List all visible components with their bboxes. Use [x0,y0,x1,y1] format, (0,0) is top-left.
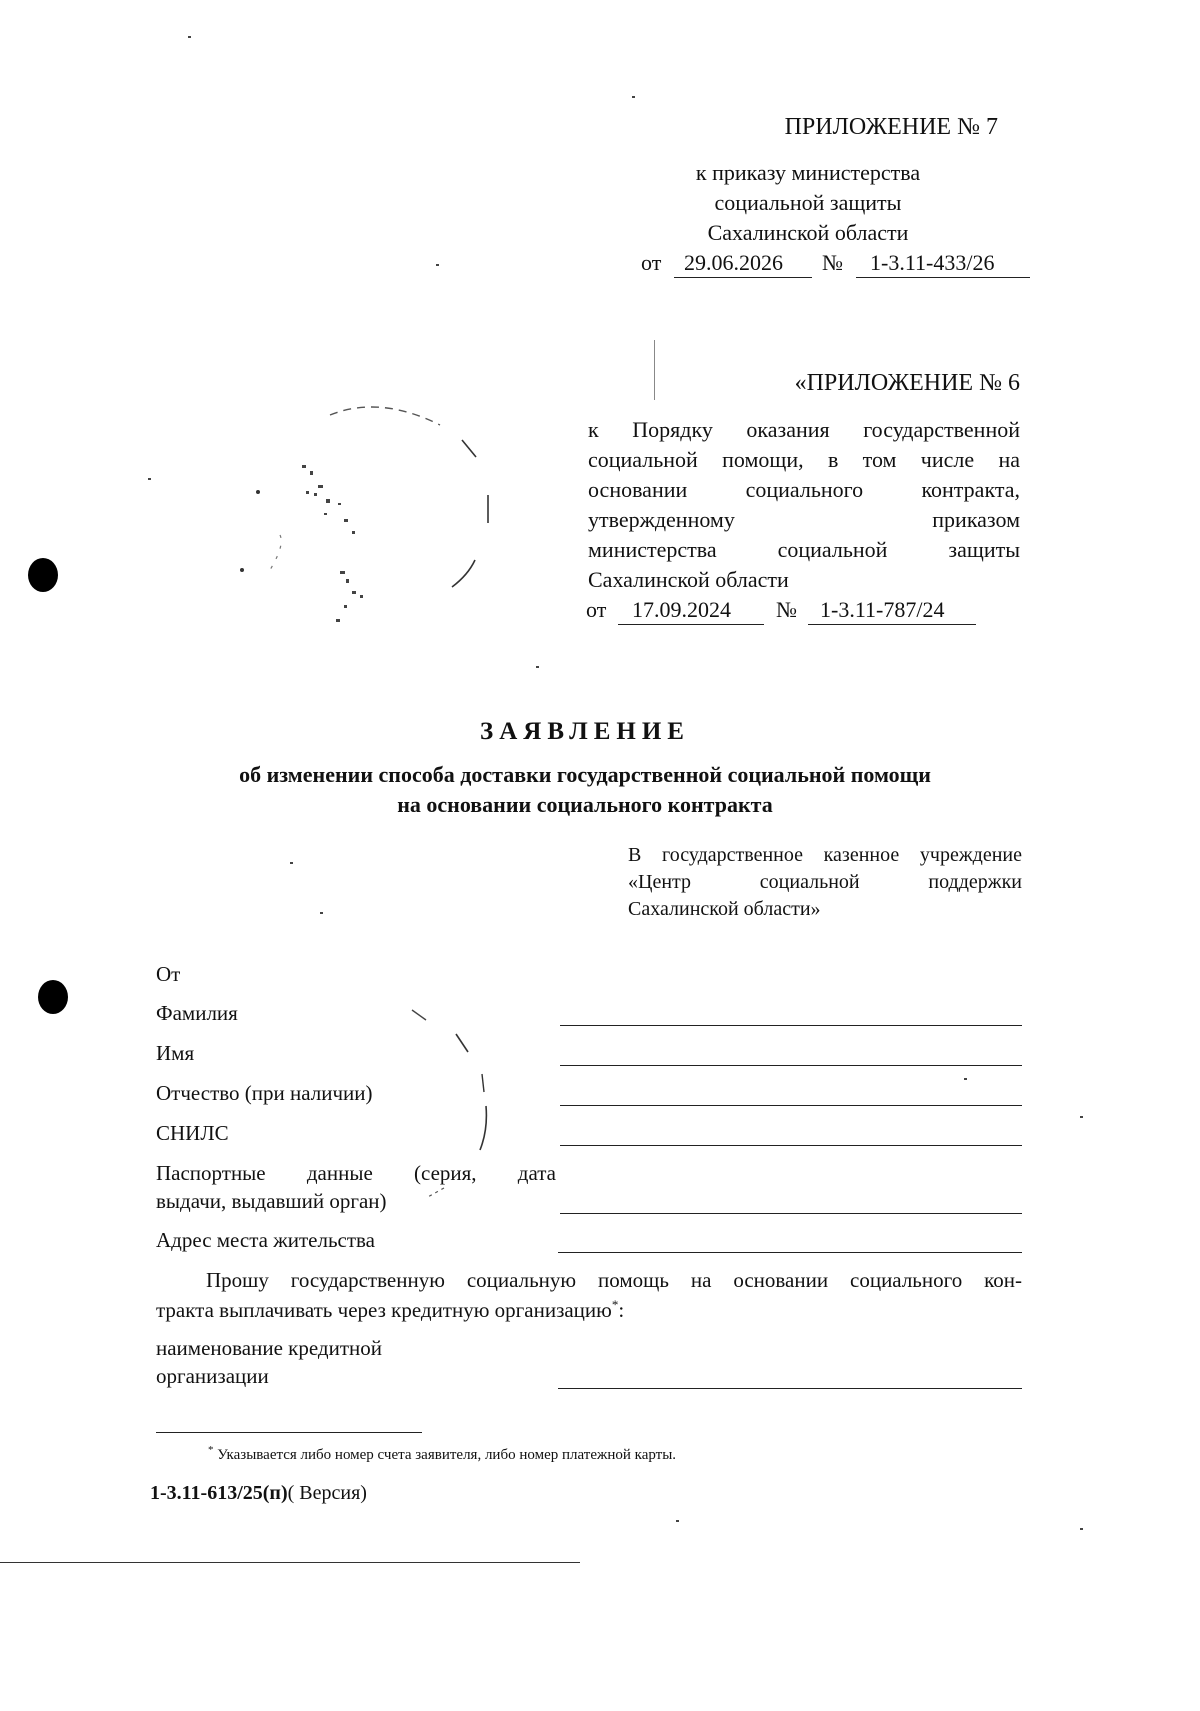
appendix7-line3: Сахалинской области [707,220,909,245]
appendix7-line1: к приказу министерства [695,160,921,185]
appendix7-number-sign: № [822,250,843,275]
footnote [208,1444,676,1464]
punch-hole-top [28,558,58,592]
scan-speck [290,862,293,864]
scan-speck [188,36,191,38]
appendix7-title: ПРИЛОЖЕНИЕ № 7 [784,114,998,140]
appendix7-date: 29.06.2026 [684,250,783,275]
footnote-separator [156,1432,422,1433]
appendix7-date-prefix: от [641,250,662,275]
stamp-residue [400,1000,520,1220]
scan-speck [676,1520,679,1522]
passport-field[interactable] [560,1213,1022,1214]
appendix6-number-sign: № [776,597,797,622]
scan-speck [654,340,655,400]
addressee-line1: В государственное казенное учреждение [628,844,1022,866]
document-title: ЗАЯВЛЕНИЕ [480,718,690,745]
document-subtitle-line1: об изменении способа доставки государственной социальной помощи [239,762,931,787]
address-field[interactable] [558,1252,1022,1253]
footnote-text: Указывается либо номер счета заявителя, либо номер платежной карты. [217,1447,677,1463]
bank-field[interactable] [558,1388,1022,1389]
request-line2-text: тракта выплачивать через кредитную организацию [156,1298,612,1322]
snils-label: СНИЛС [156,1121,229,1145]
passport-label-line1: Паспортные данные (серия, дата [156,1161,556,1185]
name-field[interactable] [560,1065,1022,1066]
appendix6-date-prefix: от [586,597,607,622]
appendix6-number: 1-3.11-787/24 [820,597,945,622]
appendix6-line2: социальной помощи, в том числе на [588,447,1020,472]
appendix6-line1: к Порядку оказания государственной [588,417,1020,442]
appendix7-date-underline [674,277,812,278]
bank-label-line2: организации [156,1364,269,1388]
document-subtitle-line2: на основании социального контракта [397,792,773,817]
surname-label: Фамилия [156,1001,238,1025]
request-colon: : [618,1298,625,1322]
passport-label-line2: выдачи, выдавший орган) [156,1189,387,1213]
scan-speck [964,1078,967,1080]
name-label: Имя [156,1041,195,1065]
address-label: Адрес места жительства [156,1228,375,1252]
request-line2 [156,1297,624,1323]
addressee-line3: Сахалинской области» [628,898,821,920]
request-footnote-mark: * [611,1297,619,1312]
document-code-version: ( Версия) [287,1482,367,1504]
scan-speck [436,264,439,266]
appendix6-title: «ПРИЛОЖЕНИЕ № 6 [794,370,1020,396]
patronymic-label: Отчество (при наличии) [156,1081,373,1105]
appendix6-line4: утвержденному приказом [588,507,1020,532]
appendix6-date-underline [618,624,764,625]
snils-field[interactable] [560,1145,1022,1146]
appendix7-line2: социальной защиты [714,190,902,215]
document-code [150,1482,367,1505]
appendix6-line3: основании социального контракта, [588,477,1020,502]
scan-edge-line [0,1562,580,1563]
request-line1: Прошу государственную социальную помощь на основании социального кон- [206,1268,1022,1292]
official-stamp [240,395,500,645]
addressee-line2: «Центр социальной поддержки [628,871,1022,893]
appendix6-line5: министерства социальной защиты [588,537,1020,562]
from-label: От [156,962,181,986]
punch-hole-bottom [38,980,68,1014]
bank-label-line1: наименование кредитной [156,1336,382,1360]
scan-speck [536,666,539,668]
patronymic-field[interactable] [560,1105,1022,1106]
appendix7-number: 1-3.11-433/26 [870,250,995,275]
scan-speck [1080,1116,1083,1118]
footnote-mark: * [208,1444,214,1456]
appendix6-number-underline [808,624,976,625]
document-code-number: 1-3.11-613/25(п) [150,1482,288,1504]
appendix6-date: 17.09.2024 [632,597,731,622]
scan-speck [1080,1528,1083,1530]
scan-speck [632,96,635,98]
scan-speck [320,912,323,914]
appendix7-number-underline [856,277,1030,278]
appendix6-line6: Сахалинской области [588,567,789,592]
surname-field[interactable] [560,1025,1022,1026]
scan-speck [148,478,151,480]
